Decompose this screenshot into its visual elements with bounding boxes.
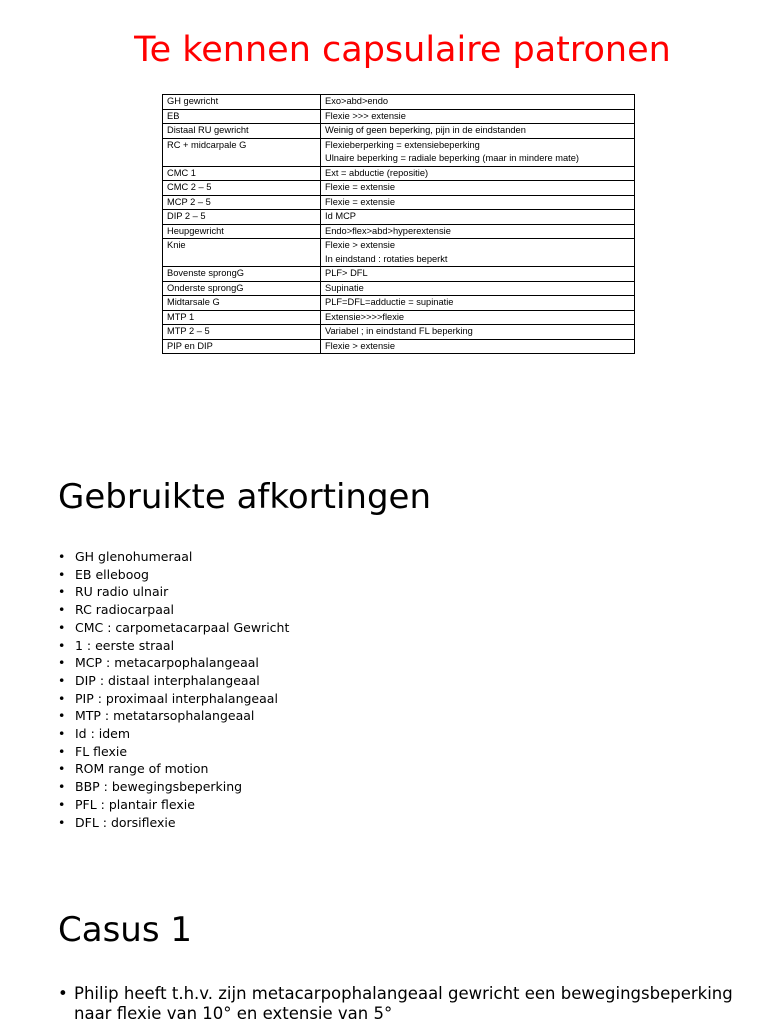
list-item [58,548,289,566]
pattern-cell [321,138,635,166]
pattern-line: Ext = abductie (repositie) [325,167,429,178]
bullet-icon: • [58,637,66,653]
bullet-icon: • [58,549,66,564]
bullet-icon: • [58,779,66,795]
capsular-patterns-table [162,94,635,354]
list-item [58,796,289,814]
pattern-line: Flexieberperking = extensiebeperking [325,139,480,150]
bullet-icon: • [58,814,66,830]
abbreviations-heading: Gebruikte afkortingen [58,477,432,517]
table-row [163,339,635,354]
case-text: Philip heeft t.h.v. zijn metacarpophalangeaal gewricht een bewegingsbeperking naar flexie van 10° en extensie van 5° [74,984,733,1023]
table-row [163,296,635,311]
joint-cell: Heupgewricht [163,224,321,239]
case-heading: Casus 1 [58,910,192,950]
table-row [163,267,635,282]
bullet-icon: • [58,619,66,635]
joint-cell: Bovenste sprongG [163,267,321,282]
joint-cell: Onderste sprongG [163,281,321,296]
abbreviation-text: PIP : proximaal interphalangeaal [75,690,278,706]
table-row [163,281,635,296]
abbreviation-text: Id : idem [75,726,131,742]
joint-cell: Midtarsale G [163,296,321,311]
pattern-cell [321,166,635,181]
pattern-line: Variabel ; in eindstand FL beperking [325,326,473,336]
list-item [58,583,289,601]
abbreviation-text: MCP : metacarpophalangeaal [75,655,259,671]
abbreviation-text: BBP : bewegingsbeperking [75,779,243,795]
bullet-icon: • [58,672,66,688]
bullet-icon: • [58,566,66,582]
case-description [58,984,768,1024]
list-item [58,566,289,584]
abbreviation-text: ROM range of motion [75,761,209,777]
abbreviation-text: PFL : plantair flexie [75,796,195,812]
bullet-icon: • [58,743,66,759]
pattern-line: Supinatie [325,282,364,293]
abbreviation-text: MTP : metatarsophalangeaal [75,708,255,724]
pattern-line: Ulnaire beperking = radiale beperking (maar in mindere mate) [325,153,579,163]
pattern-line: Flexie = extensie [325,196,396,207]
joint-cell: RC + midcarpale G [163,138,321,166]
pattern-cell [321,296,635,311]
pattern-line: In eindstand : rotaties beperkt [325,253,448,264]
pattern-cell [321,267,635,282]
pattern-line: Flexie >>> extensie [325,110,406,121]
abbreviation-text: CMC : carpometacarpaal Gewricht [75,619,290,635]
pattern-cell [321,339,635,354]
list-item [58,707,289,725]
abbreviation-text: 1 : eerste straal [75,637,175,653]
list-item [58,601,289,619]
bullet-icon: • [58,708,66,724]
pattern-cell [321,224,635,239]
list-item [58,654,289,672]
bullet-icon: • [58,655,66,671]
joint-cell: MCP 2 – 5 [163,195,321,210]
pattern-cell [321,310,635,325]
list-item [58,619,289,637]
joint-cell: DIP 2 – 5 [163,210,321,225]
pattern-cell [321,195,635,210]
bullet-icon: • [58,690,66,706]
abbreviation-text: GH glenohumeraal [75,549,193,564]
list-item [58,743,289,761]
table-row [163,239,635,267]
bullet-icon: • [58,602,66,618]
pattern-cell [321,124,635,139]
list-item [58,760,289,778]
list-item [58,725,289,743]
table-row [163,210,635,225]
bullet-icon: • [58,796,66,812]
abbreviation-text: RC radiocarpaal [75,602,175,618]
pattern-line: PLF=DFL=adductie = supinatie [325,297,454,307]
table-row [163,124,635,139]
abbreviation-text: DIP : distaal interphalangeaal [75,672,260,688]
list-item [58,637,289,655]
bullet-icon: • [58,726,66,742]
pattern-line: Flexie > extensie [325,240,396,250]
abbreviations-list [58,548,289,831]
pattern-cell [321,95,635,110]
table-row [163,325,635,340]
pattern-line: Weinig of geen beperking, pijn in de eindstanden [325,125,526,135]
joint-cell: MTP 2 – 5 [163,325,321,340]
table-row [163,310,635,325]
pattern-cell [321,109,635,124]
list-item [58,690,289,708]
table-row [163,109,635,124]
joint-cell: Distaal RU gewricht [163,124,321,139]
abbreviation-text: FL flexie [75,743,128,759]
joint-cell: CMC 2 – 5 [163,181,321,196]
pattern-line: Id MCP [325,211,356,221]
list-item [58,814,289,832]
pattern-line: Exo>abd>endo [325,96,389,106]
joint-cell: EB [163,109,321,124]
pattern-cell [321,210,635,225]
bullet-icon: • [58,984,68,1003]
pattern-cell [321,325,635,340]
pattern-line: PLF> DFL [325,268,368,278]
pattern-cell [321,281,635,296]
list-item [58,672,289,690]
bullet-icon: • [58,584,66,600]
page-title: Te kennen capsulaire patronen [134,30,671,70]
pattern-line: Flexie = extensie [325,182,396,192]
table-row [163,195,635,210]
pattern-cell [321,181,635,196]
table-row [163,166,635,181]
pattern-line: Extensie>>>>flexie [325,311,405,322]
abbreviation-text: EB elleboog [75,566,149,582]
table-row [163,138,635,166]
abbreviation-text: DFL : dorsiflexie [75,814,176,830]
pattern-line: Flexie > extensie [325,340,396,351]
joint-cell: PIP en DIP [163,339,321,354]
joint-cell: CMC 1 [163,166,321,181]
joint-cell: Knie [163,239,321,267]
pattern-cell [321,239,635,267]
abbreviation-text: RU radio ulnair [75,584,169,600]
bullet-icon: • [58,761,66,777]
pattern-line: Endo>flex>abd>hyperextensie [325,225,451,236]
table-row [163,95,635,110]
list-item [58,778,289,796]
joint-cell: GH gewricht [163,95,321,110]
table-row [163,224,635,239]
joint-cell: MTP 1 [163,310,321,325]
table-row [163,181,635,196]
